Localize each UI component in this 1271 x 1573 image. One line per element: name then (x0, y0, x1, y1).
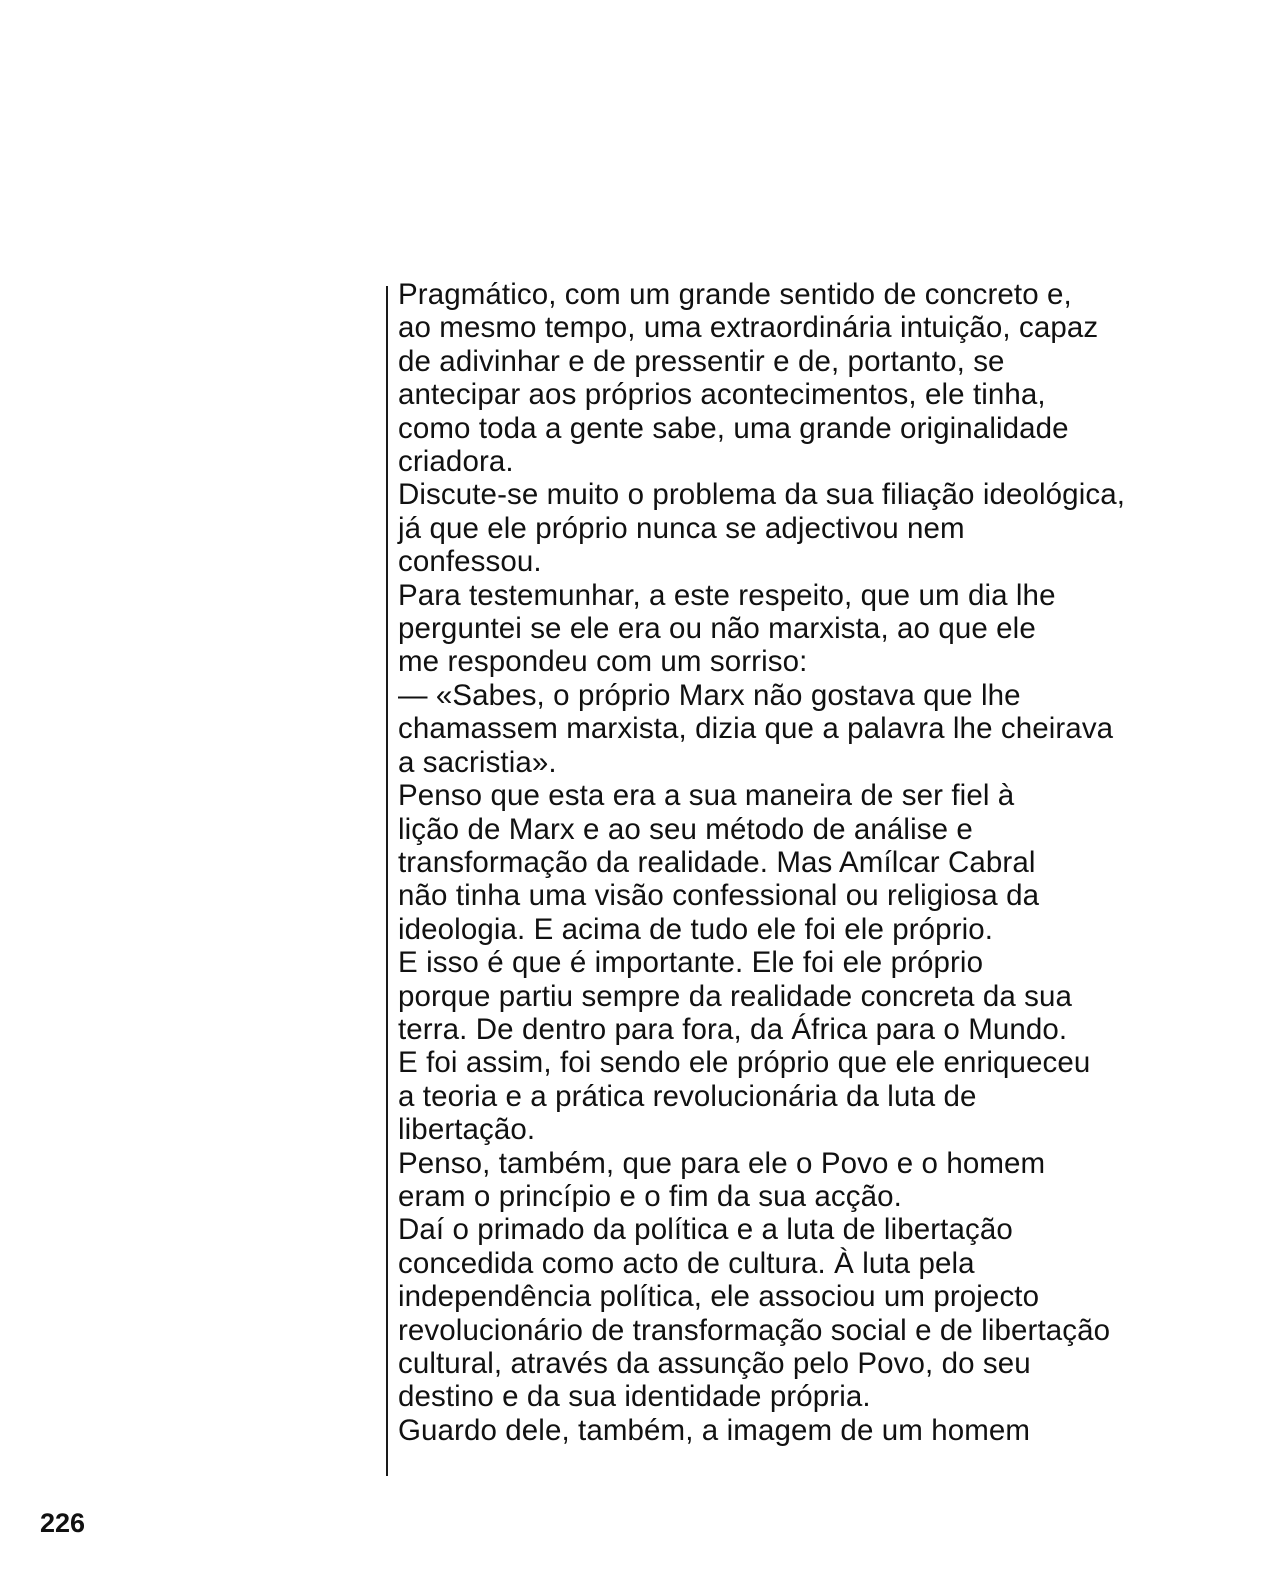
text-line: me respondeu com um sorriso: (398, 645, 808, 679)
text-line: E foi assim, foi sendo ele próprio que ele enriqueceu (398, 1046, 1091, 1080)
text-line: Penso, também, que para ele o Povo e o homem (398, 1146, 1046, 1180)
text-line: ideologia. E acima de tudo ele foi ele próprio. (398, 912, 994, 946)
text-line: ao mesmo tempo, uma extraordinária intuição, capaz (398, 311, 1099, 345)
text-line: transformação da realidade. Mas Amílcar Cabral (398, 845, 1036, 879)
text-line: concedida como acto de cultura. À luta pela (398, 1246, 975, 1280)
text-line: já que ele próprio nunca se adjectivou nem (398, 511, 965, 545)
body-text (398, 278, 1248, 1447)
text-line: eram o princípio e o fim da sua acção. (398, 1179, 902, 1213)
text-line: criadora. (398, 445, 514, 479)
text-line: destino e da sua identidade própria. (398, 1380, 871, 1414)
text-line: antecipar aos próprios acontecimentos, ele tinha, (398, 378, 1046, 412)
text-line: Guardo dele, também, a imagem de um homem (398, 1413, 1031, 1447)
text-line: como toda a gente sabe, uma grande originalidade (398, 411, 1069, 445)
text-line: Discute-se muito o problema da sua filiação ideológica, (398, 478, 1125, 512)
text-line: Pragmático, com um grande sentido de concreto e, (398, 278, 1072, 311)
page-number: 226 (40, 1508, 86, 1538)
text-line: terra. De dentro para fora, da África para o Mundo. (398, 1012, 1068, 1046)
text-line: não tinha uma visão confessional ou religiosa da (398, 879, 1040, 913)
text-line: independência política, ele associou um projecto (398, 1280, 1040, 1314)
text-line: chamassem marxista, dizia que a palavra lhe cheirava (398, 712, 1114, 746)
text-line: perguntei se ele era ou não marxista, ao que ele (398, 612, 1036, 646)
text-line: revolucionário de transformação social e de libertação (398, 1313, 1111, 1347)
text-line: libertação. (398, 1113, 536, 1147)
text-line: a teoria e a prática revolucionária da luta de (398, 1079, 977, 1113)
text-line: Para testemunhar, a este respeito, que um dia lhe (398, 578, 1056, 612)
text-line: de adivinhar e de pressentir e de, portanto, se (398, 344, 1005, 378)
text-line: a sacristia». (398, 745, 557, 779)
text-line: porque partiu sempre da realidade concreta da sua (398, 979, 1072, 1013)
text-line: cultural, através da assunção pelo Povo, do seu (398, 1347, 1031, 1380)
text-line: lição de Marx e ao seu método de análise e (398, 812, 973, 846)
text-line: Penso que esta era a sua maneira de ser fiel à (398, 779, 1015, 813)
text-line: — «Sabes, o próprio Marx não gostava que lhe (398, 678, 1021, 712)
text-line: confessou. (398, 545, 542, 579)
text-line: Daí o primado da política e a luta de libertação (398, 1213, 1013, 1247)
margin-rule (386, 286, 388, 1476)
text-line: E isso é que é importante. Ele foi ele próprio (398, 946, 984, 980)
